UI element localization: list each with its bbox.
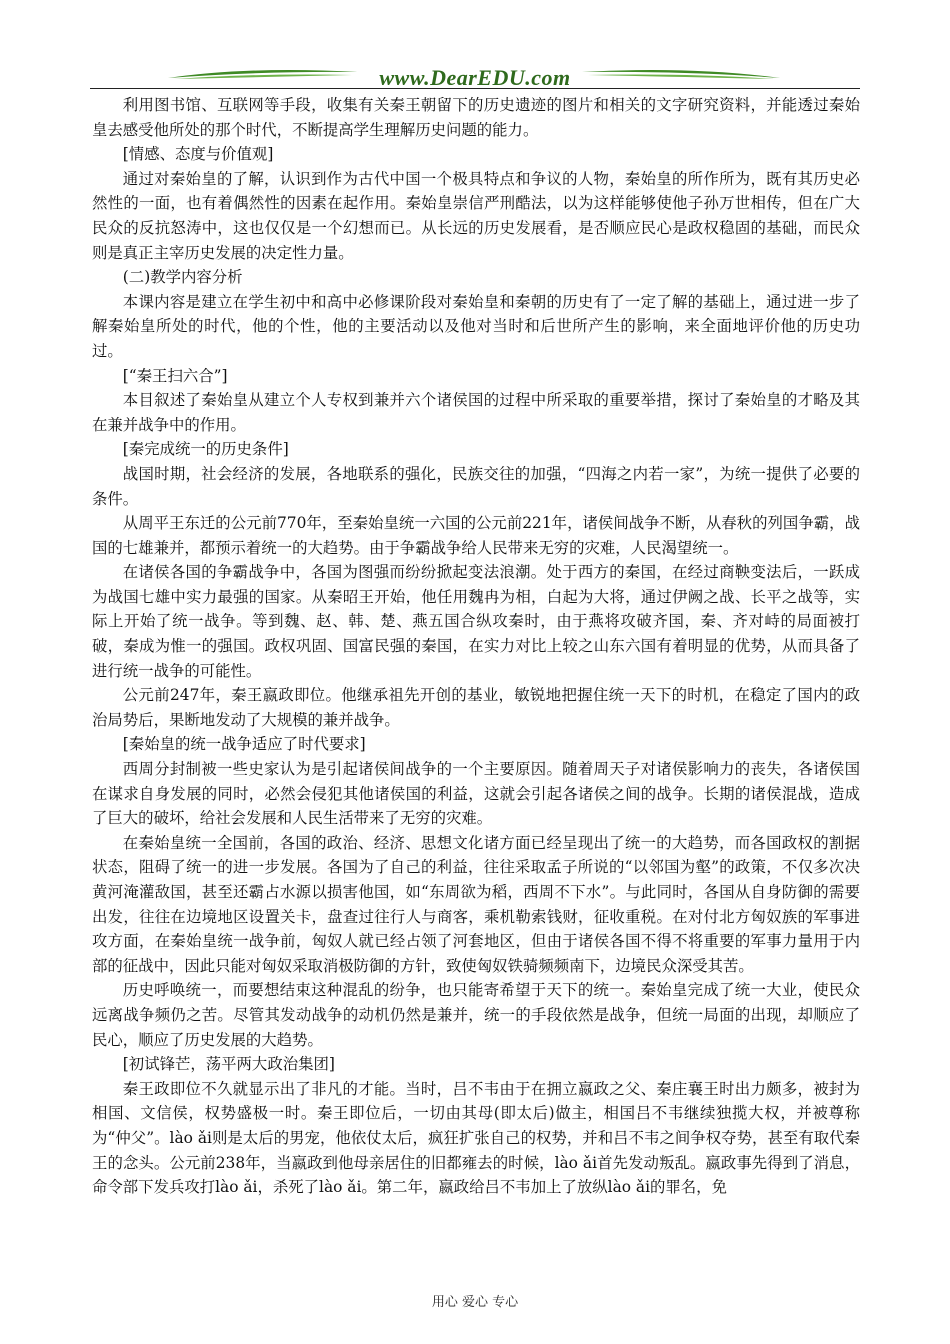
body-paragraph: 从周平王东迁的公元前770年，至秦始皇统一六国的公元前221年，诸侯间战争不断，从春秋的列国争霸，战国的七雄兼并，都预示着统一的大趋势。由于争霸战争给人民带来无穷的灾难，人民渴望统一。: [92, 514, 860, 557]
section-heading: [情感、态度与价值观]: [122, 145, 274, 164]
body-paragraph: 本课内容是建立在学生初中和高中必修课阶段对秦始皇和秦朝的历史有了一定了解的基础上，通过进一步了解秦始皇所处的时代，他的个性，他的主要活动以及他对当时和后世所产生的影响，来全面地评价他的历史功过。: [92, 292, 860, 360]
body-paragraph: 利用图书馆、互联网等手段，收集有关秦王朝留下的历史遗迹的图片和相关的文字研究资料，并能透过秦始皇去感受他所处的那个时代，不断提高学生理解历史问题的能力。: [92, 96, 860, 139]
body-paragraph: 在诸侯各国的争霸战争中，各国为图强而纷纷掀起变法浪潮。处于西方的秦国，在经过商鞅变法后，一跃成为战国七雄中实力最强的国家。从秦昭王开始，他任用魏冉为相，白起为大将，通过伊阙之战、长平之战等，实际上开始了统一战争。等到魏、赵、韩、楚、燕五国合纵攻秦时，由于燕将攻破齐国，秦、齐对峙的局面被打破，秦成为惟一的强国。政权巩固、国富民强的秦国，在实力对比上较之山东六国有着明显的优势，从而具备了进行统一战争的可能性。: [92, 563, 860, 680]
body-paragraph: 本目叙述了秦始皇从建立个人专权到兼并六个诸侯国的过程中所采取的重要举措，探讨了秦始皇的才略及其在兼并战争中的作用。: [92, 391, 860, 434]
body-paragraph: 通过对秦始皇的了解，认识到作为古代中国一个极具特点和争议的人物，秦始皇的所作所为，既有其历史必然性的一面，也有着偶然性的因素在起作用。秦始皇崇信严刑酷法，以为这样能够使他子孙万世相传，但在广大民众的反抗怒涛中，这也仅仅是一个幻想而已。从长远的历史发展看，是否顺应民心是政权稳固的基础，而民众则是真正主宰历史发展的决定性力量。: [92, 169, 860, 262]
body-paragraph: 公元前247年，秦王嬴政即位。他继承祖先开创的基业，敏锐地把握住统一天下的时机，在稳定了国内的政治局势后，果断地发动了大规模的兼并战争。: [92, 686, 860, 729]
section-heading: [秦始皇的统一战争适应了时代要求]: [122, 735, 366, 754]
section-heading: (二)教学内容分析: [122, 268, 243, 287]
header-divider: [90, 88, 860, 89]
body-paragraph: 在秦始皇统一全国前，各国的政治、经济、思想文化诸方面已经呈现出了统一的大趋势，而各国政权的割据状态，阻碍了统一的进一步发展。各国为了自己的利益，往往采取孟子所说的“以邻国为壑”的政策，不仅多次决黄河淹灌敌国，甚至还霸占水源以损害他国，如“东周欲为稻，西周不下水”。与此同时，各国从自身防御的需要出发，往往在边境地区设置关卡，盘查过往行人与商客，乘机勒索钱财，征收重税。在对付北方匈奴族的军事进攻方面，在秦始皇统一战争前，匈奴人就已经占领了河套地区，但由于诸侯各国不得不将重要的军事力量用于内部的征战中，因此只能对匈奴采取消极防御的方针，致使匈奴铁骑频频南下，边境民众深受其苦。: [92, 833, 860, 975]
body-paragraph: 历史呼唤统一，而要想结束这种混乱的纷争，也只能寄希望于天下的统一。秦始皇完成了统一大业，使民众远离战争频仍之苦。尽管其发动战争的动机仍然是兼并，统一的手段依然是战争，但统一局面的出现，却顺应了民心，顺应了历史发展的大趋势。: [92, 981, 860, 1049]
page-footer: 用心 爱心 专心: [431, 1295, 519, 1310]
section-heading: [初试锋芒，荡平两大政治集团]: [122, 1055, 335, 1074]
body-paragraph: 秦王政即位不久就显示出了非凡的才能。当时，吕不韦由于在拥立嬴政之父、秦庄襄王时出力颇多，被封为相国、文信侯，权势盛极一时。秦王即位后，一切由其母(即太后)做主，相国吕不韦继续独揽大权，并被尊称为“仲父”。lào ǎi则是太后的男宠，他依仗太后，疯狂扩张自己的权势，并和吕不韦之间争权夺势，甚至有取代秦王的念头。公元前238年，当嬴政到他母亲居住的旧都雍去的时候，lào ǎi首先发动叛乱。嬴政事先得到了消息，命令部下发兵攻打lào ǎi，杀死了lào ǎi。第二年，嬴政给吕不韦加上了放纵lào ǎi的罪名，免: [92, 1079, 860, 1197]
document-body: [92, 93, 860, 1200]
section-heading: [“秦王扫六合”]: [122, 366, 228, 385]
section-heading: [秦完成统一的历史条件]: [122, 440, 289, 459]
body-paragraph: 战国时期，社会经济的发展，各地联系的强化，民族交往的加强，“四海之内若一家”，为统一提供了必要的条件。: [92, 464, 860, 508]
body-paragraph: 西周分封制被一些史家认为是引起诸侯间战争的一个主要原因。随着周天子对诸侯影响力的丧失，各诸侯国在谋求自身发展的同时，必然会侵犯其他诸侯国的利益，这就会引起各诸侯之间的战争。长期的诸侯混战，造成了巨大的破坏，给社会发展和人民生活带来了无穷的灾难。: [92, 760, 860, 828]
site-logo-text[interactable]: www.DearEDU.com: [379, 65, 571, 90]
